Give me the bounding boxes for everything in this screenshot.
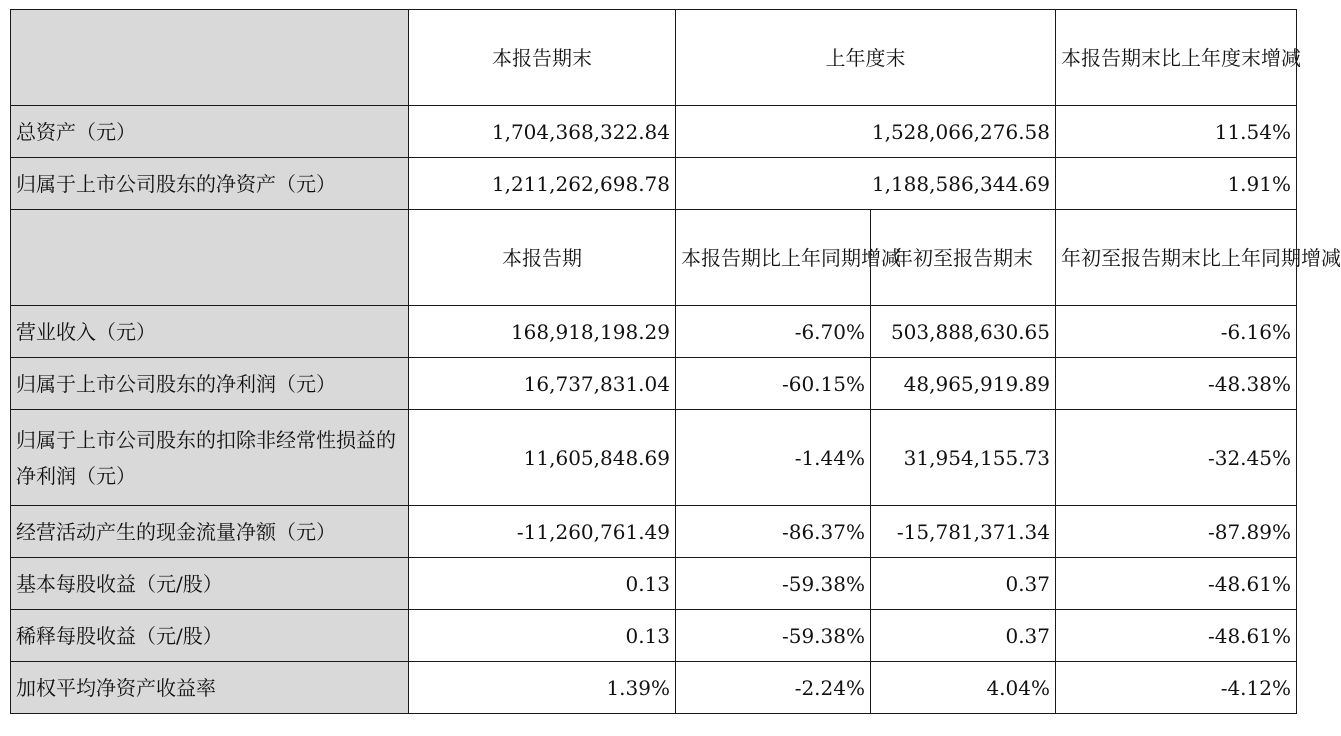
value-ytd: 0.37 [871,610,1056,662]
row-label: 加权平均净资产收益率 [11,662,409,714]
value-ytd: 0.37 [871,558,1056,610]
value-period: 1.39% [409,662,676,714]
header-period-change: 本报告期比上年同期增减 [676,210,871,306]
table-row [11,410,1297,506]
value-period: 11,605,848.69 [409,410,676,506]
value-ytd: 48,965,919.89 [871,358,1056,410]
header-ytd-change: 年初至报告期末比上年同期增减 [1056,210,1297,306]
row-label: 营业收入（元） [11,306,409,358]
value-period-change: -2.24% [676,662,871,714]
header-row-balance [11,10,1297,106]
table-row [11,558,1297,610]
value-period: 16,737,831.04 [409,358,676,410]
row-label: 归属于上市公司股东的扣除非经常性损益的净利润（元） [11,410,409,506]
row-label: 经营活动产生的现金流量净额（元） [11,506,409,558]
value-current: 1,704,368,322.84 [409,106,676,158]
row-label: 总资产（元） [11,106,409,158]
value-change: 1.91% [1056,158,1297,210]
value-ytd: 4.04% [871,662,1056,714]
row-label: 归属于上市公司股东的净利润（元） [11,358,409,410]
value-ytd-change: -48.61% [1056,558,1297,610]
header-row-income [11,210,1297,306]
value-ytd: 503,888,630.65 [871,306,1056,358]
row-label: 归属于上市公司股东的净资产（元） [11,158,409,210]
value-last-year: 1,528,066,276.58 [676,106,1056,158]
table-row [11,662,1297,714]
value-ytd-change: -4.12% [1056,662,1297,714]
value-ytd: 31,954,155.73 [871,410,1056,506]
value-period: 0.13 [409,558,676,610]
value-period-change: -1.44% [676,410,871,506]
value-ytd: -15,781,371.34 [871,506,1056,558]
value-ytd-change: -48.61% [1056,610,1297,662]
value-period-change: -59.38% [676,558,871,610]
value-current: 1,211,262,698.78 [409,158,676,210]
value-period: 0.13 [409,610,676,662]
value-last-year: 1,188,586,344.69 [676,158,1056,210]
row-label: 基本每股收益（元/股） [11,558,409,610]
header-empty-cell [11,10,409,106]
table-row [11,358,1297,410]
table-row [11,158,1297,210]
header-ytd: 年初至报告期末 [871,210,1056,306]
value-ytd-change: -48.38% [1056,358,1297,410]
table-row [11,306,1297,358]
financial-data-table [10,9,1341,714]
value-period-change: -86.37% [676,506,871,558]
value-period-change: -60.15% [676,358,871,410]
value-ytd-change: -87.89% [1056,506,1297,558]
value-period: 168,918,198.29 [409,306,676,358]
value-ytd-change: -6.16% [1056,306,1297,358]
table-row [11,506,1297,558]
row-label: 稀释每股收益（元/股） [11,610,409,662]
value-period: -11,260,761.49 [409,506,676,558]
table-row [11,106,1297,158]
value-ytd-change: -32.45% [1056,410,1297,506]
value-period-change: -59.38% [676,610,871,662]
header-empty-cell [11,210,409,306]
table-row [11,610,1297,662]
header-period: 本报告期 [409,210,676,306]
header-last-year-end: 上年度末 [676,10,1056,106]
header-change-vs-last-year-end: 本报告期末比上年度末增减 [1056,10,1297,106]
value-change: 11.54% [1056,106,1297,158]
header-period-end: 本报告期末 [409,10,676,106]
value-period-change: -6.70% [676,306,871,358]
